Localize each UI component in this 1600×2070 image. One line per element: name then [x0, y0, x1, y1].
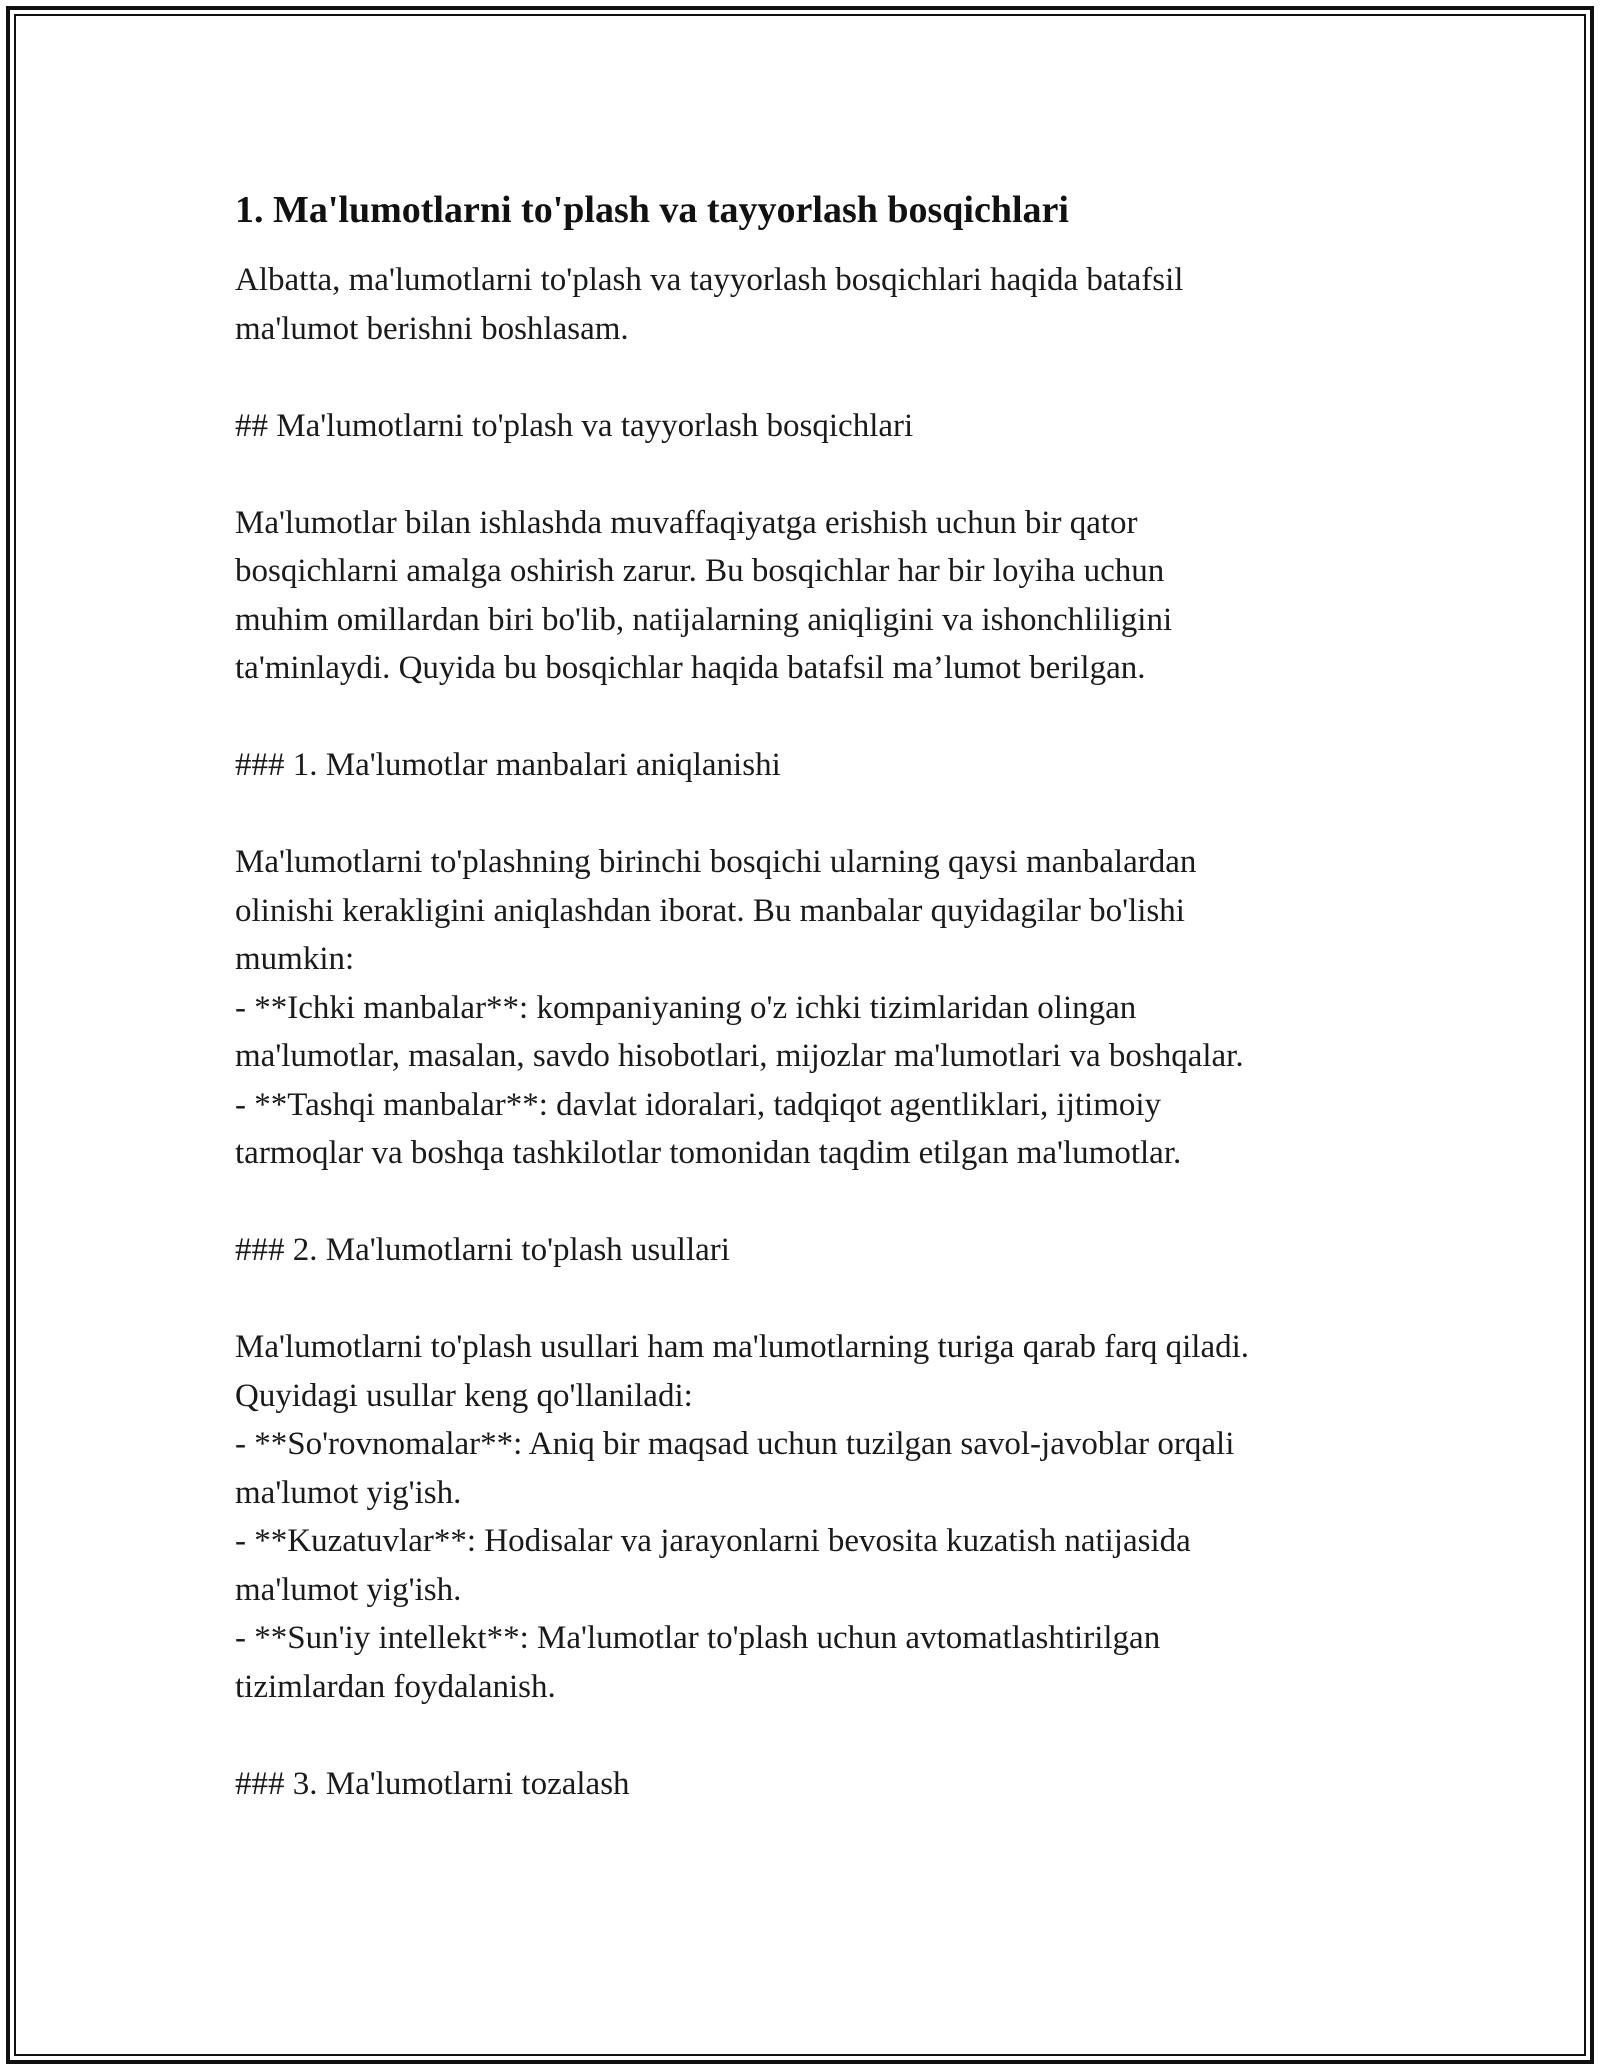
subsection-heading-2: ### 2. Ma'lumotlarni to'plash usullari [235, 1232, 730, 1268]
paragraph-gap [235, 790, 1385, 839]
subsection-heading-1: ### 1. Ma'lumotlar manbalari aniqlanishi [235, 747, 781, 783]
paragraph-gap [235, 693, 1385, 742]
intro-paragraph: Albatta, ma'lumotlarni to'plash va tayyorlash bosqichlari haqida batafsil ma'lumot berishni boshlasam. [235, 262, 1184, 347]
paragraph-gap [235, 1275, 1385, 1324]
paragraph-gap [235, 1178, 1385, 1227]
methods-paragraph: Ma'lumotlarni to'plash usullari ham ma'lumotlarning turiga qarab farq qiladi. Quyidagi usullar keng qo'llaniladi: - **So'rovnomalar**: Aniq bir maqsad uchun tuzilgan savol-javoblar orqali ma'lumot yig'ish. - **Kuzatuvlar**: Hodisalar va jarayonlarni bevosita kuzatish natijasida ma'lumot yig'ish. - **Sun'iy intellekt**: Ma'lumotlar to'plash uchun avtomatlashtirilgan tizimlardan foydalanish. [235, 1329, 1250, 1705]
paragraph-gap [235, 353, 1385, 402]
section-heading: ## Ma'lumotlarni to'plash va tayyorlash bosqichlari [235, 407, 914, 444]
overview-paragraph: Ma'lumotlar bilan ishlashda muvaffaqiyatga erishish uchun bir qator bosqichlarni amalga oshirish zarur. Bu bosqichlar har bir loyiha uchun muhim omillardan biri bo'lib, natijalarning aniqligini va ishonchliligini ta'minlaydi. Quyida bu bosqichlar haqida batafsil ma’lumot berilgan. [235, 504, 1173, 686]
subsection-heading-3: ### 3. Ma'lumotlarni tozalash [235, 1765, 630, 1802]
document-body [235, 186, 1385, 1808]
document-title: 1. Ma'lumotlarni to'plash va tayyorlash bosqichlari [235, 189, 1069, 231]
sources-paragraph: Ma'lumotlarni to'plashning birinchi bosqichi ularning qaysi manbalardan olinishi kerakligini aniqlashdan iborat. Bu manbalar quyidagilar bo'lishi mumkin: - **Ichki manbalar**: kompaniyaning o'z ichki tizimlaridan olingan ma'lumotlar, masalan, savdo hisobotlari, mijozlar ma'lumotlari va boshqalar. - **Tashqi manbalar**: davlat idoralari, tadqiqot agentliklari, ijtimoiy tarmoqlar va boshqa tashkilotlar tomonidan taqdim etilgan ma'lumotlar. [235, 844, 1244, 1171]
paragraph-gap [235, 1711, 1385, 1760]
paragraph-gap [235, 450, 1385, 499]
